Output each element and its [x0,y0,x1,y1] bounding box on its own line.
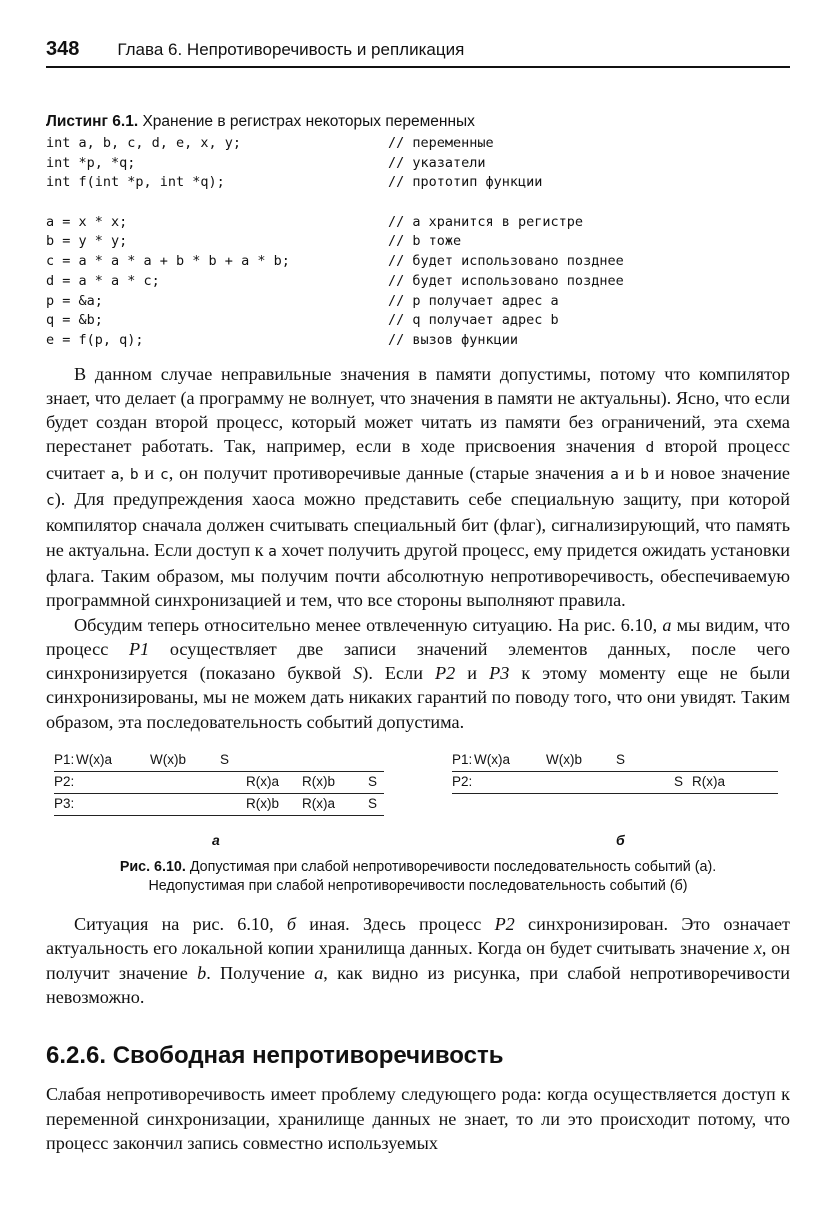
code-comment: // переменные [388,135,494,151]
italic-run: x [753,938,762,959]
code-line [46,154,790,174]
code-comment: // q получает адрес b [388,312,559,329]
listing-title: Хранение в регистрах некоторых переменных [142,113,475,130]
code-inline: b [640,466,650,483]
italic-run: P1 [129,638,150,659]
event-cell: S [674,774,684,790]
timeline-line [54,771,384,772]
code-statement: d = a * a * c; [46,272,160,289]
caption-label: Рис. 6.10. [119,859,186,876]
text-run: мы видим, что процесс [46,614,790,659]
code-line [46,134,790,154]
code-statement: int *p, *q; [46,154,136,171]
code-line [46,232,790,252]
code-line [46,193,790,213]
text-run: , [119,462,130,483]
italic-run: a [314,962,324,983]
code-inline: a [110,466,120,483]
code-inline: a [268,543,277,560]
listing-label: Листинг 6.1. [46,113,139,130]
event-cell: W(x)b [150,752,186,768]
paragraph-4: Слабая непротиворечивость имеет проблему следующего рода: когда осуществляется доступ к переменной синхронизации, хранилище данных не знает, то ли это происходит потому, что процесс закончил запись совместно используемых [46,1084,790,1153]
code-statement: q = &b; [46,312,103,329]
page-number: 348 [46,38,80,60]
figure-caption [46,858,790,896]
code-inline: b [129,466,139,483]
process-label: P2: [54,774,75,790]
code-inline: a [610,466,619,483]
code-comment: // b тоже [388,233,462,250]
code-comment: // вызов функции [388,331,519,348]
code-comment: // будет использовано позднее [388,253,624,270]
italic-run: P2 [494,914,515,935]
code-line [46,213,790,233]
text-run: и [138,462,160,483]
code-line [46,311,790,331]
code-comment: // будет использовано позднее [388,272,624,289]
timeline-line [452,771,778,772]
code-comment: // p получает адрес a [388,292,559,309]
code-statement: a = x * x; [46,213,128,230]
code-statement: p = &a; [46,292,103,309]
chapter-title: Глава 6. Непротиворечивость и репликация [117,40,465,59]
text-run: , он получит противоречивые данные (старые значения [168,462,611,483]
code-line [46,292,790,312]
code-line [46,331,790,351]
event-cell: S [220,752,230,768]
event-cell: R(x)b [246,796,279,812]
code-inline: c [46,493,55,510]
code-statement: int a, b, c, d, e, x, y; [46,135,242,151]
event-cell: S [368,796,378,812]
text-run: второй процесс считает [46,436,790,483]
event-cell: S [368,774,378,790]
italic-run: б [286,914,297,935]
code-inline: d [645,440,655,457]
code-comment: // a хранится в регистре [388,213,584,230]
event-cell: W(x)a [76,752,112,768]
text-run: , он получит значение [46,938,790,983]
code-line [46,252,790,272]
caption-line-2: Недопустимая при слабой непротиворечивости последовательность событий (б) [148,878,688,895]
paragraph-3 [46,912,790,1009]
code-comment: // прототип функции [388,174,543,191]
subfigure-label-b: б [616,832,625,849]
italic-run: а [662,614,672,635]
event-cell: W(x)b [546,752,582,768]
event-cell: S [616,752,626,768]
event-cell: W(x)a [474,752,510,768]
code-listing [46,134,790,351]
code-line [46,173,790,193]
text-run: иная. Здесь процесс [296,914,495,935]
italic-run: P2 [435,663,456,684]
text-run: хочет получить другой процесс, ему придется ожидать установки флага. Таким образом, мы получим почти абсолютную непротиворечивость, обеспечиваемую программной синхронизацией и тем, что все стороны выполняют правила. [46,539,791,611]
caption-line-1 [46,858,790,877]
code-statement: b = y * y; [46,233,128,250]
code-comment: // указатели [388,154,486,171]
paragraph-1 [46,362,790,613]
figure-6-10 [46,752,790,854]
code-inline: c [159,466,169,483]
section-heading: 6.2.6. Свободная непротиворечивость [46,1042,504,1070]
text-run: Обсудим теперь относительно менее отвлеченную ситуацию. На рис. 6.10, [74,614,663,635]
text-run: ). Если [362,663,435,684]
event-cell: R(x)a [302,796,335,812]
event-cell: R(x)b [302,774,335,790]
listing-caption [46,113,790,131]
code-statement: int f(int *p, int *q); [46,174,225,191]
italic-run: b [197,962,207,983]
code-line [46,272,790,292]
code-statement [46,193,388,213]
text-run: ). Для предупреждения хаоса можно представить себе специальную защиту, при которой компилятор сначала должен считывать специальный бит (флаг), сигнализирующий, что память не актуальна. Если доступ к [46,489,790,560]
code-statement: e = f(p, q); [46,331,144,348]
timeline-line [54,815,384,816]
subfigure-label-a: а [212,832,220,849]
event-cell: R(x)a [246,774,279,790]
text-run: и [455,663,490,684]
running-head [46,38,790,68]
text-run: и [618,462,641,483]
process-label: P3: [54,796,75,812]
text-run: Ситуация на рис. 6.10, [74,914,287,935]
text-run: синхронизирован. Это означает актуальность его локальной копии хранилища данных. Когда он будет считывать значение [46,914,790,959]
code-statement: c = a * a * a + b * b + a * b; [46,253,290,270]
timeline-line [54,793,384,794]
text-run: и новое значение [649,462,790,483]
process-label: P1: [452,752,473,768]
text-run: В данном случае неправильные значения в памяти допустимы, потому что компилятор знает, что делает (а программу не волнует, что значения в памяти не актуальны). Ясно, что если будет создан второй процесс, который может читать из памяти без ограничений, эта схема перестанет работать. Так, например, если в ходе присвоения значения [46,363,790,457]
timeline-line [452,793,778,794]
event-cell: R(x)a [692,774,725,790]
text-run: , как видно из рисунка, при слабой непротиворечивости невозможно. [46,962,791,1007]
italic-run: S [353,663,363,684]
caption-text: Допустимая при слабой непротиворечивости последовательность событий (а). [189,859,717,876]
paragraph-2 [46,613,790,734]
process-label: P1: [54,752,75,768]
process-label: P2: [452,774,473,790]
book-page [46,38,790,1155]
text-run: осуществляет две записи значений элементов данных, после чего синхронизируется (показано буквой [46,638,790,684]
text-run: . Получение [206,962,315,983]
text-run: к этому моменту еще не были синхронизированы, мы не можем дать никаких гарантий по поводу того, что они увидят. Таким образом, эта последовательность событий допустима. [46,663,791,732]
italic-run: P3 [489,663,510,684]
